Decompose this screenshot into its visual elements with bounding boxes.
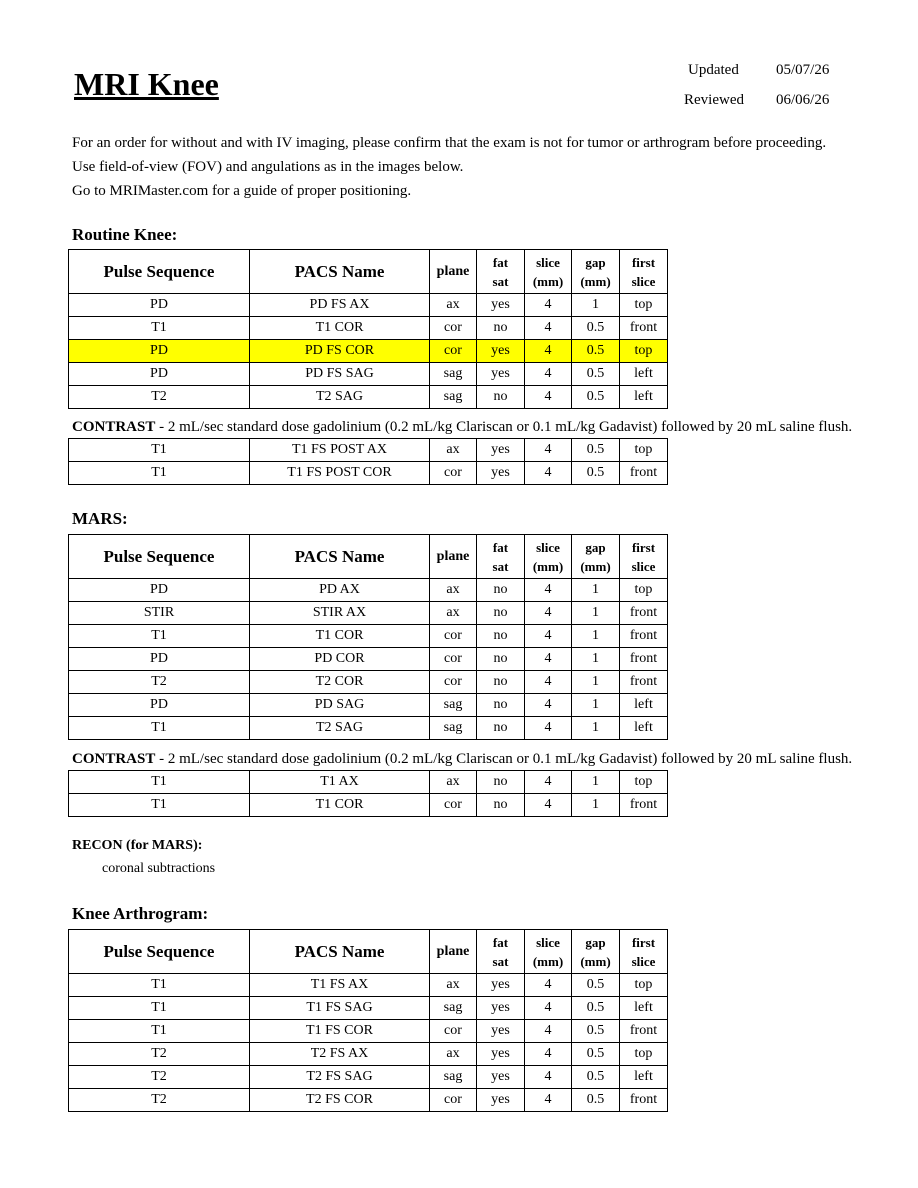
first-slice-cell: left bbox=[620, 1066, 668, 1089]
first-slice-cell: top bbox=[620, 974, 668, 997]
intro-line-1: For an order for without and with IV imaging, please confirm that the exam is not for tumor or arthrogram before proceeding. bbox=[72, 135, 827, 151]
first-slice-cell: top bbox=[620, 1043, 668, 1066]
mars-title: MARS: bbox=[72, 509, 128, 528]
plane-cell: ax bbox=[430, 1043, 477, 1066]
routine-post-contrast-table bbox=[68, 438, 668, 485]
gap-cell: 1 bbox=[572, 694, 620, 717]
table-row bbox=[69, 294, 668, 317]
first-slice-cell: left bbox=[620, 694, 668, 717]
pulse-sequence-cell: PD bbox=[69, 648, 250, 671]
reviewed-label: Reviewed bbox=[684, 92, 744, 108]
slice-cell: 4 bbox=[525, 439, 572, 462]
table-row bbox=[69, 717, 668, 740]
pulse-sequence-cell: T1 bbox=[69, 439, 250, 462]
pulse-sequence-cell: STIR bbox=[69, 602, 250, 625]
first-slice-cell: top bbox=[620, 340, 668, 363]
plane-cell: cor bbox=[430, 625, 477, 648]
header-fat-sat: fat sat bbox=[477, 930, 525, 974]
updated-date: 05/07/26 bbox=[776, 62, 830, 78]
pacs-name-cell: PD COR bbox=[250, 648, 430, 671]
first-slice-cell: front bbox=[620, 794, 668, 817]
fat-sat-cell: yes bbox=[477, 340, 525, 363]
pacs-name-cell: T2 FS SAG bbox=[250, 1066, 430, 1089]
pacs-name-cell: T2 SAG bbox=[250, 386, 430, 409]
plane-cell: sag bbox=[430, 386, 477, 409]
pacs-name-cell: T2 COR bbox=[250, 671, 430, 694]
pulse-sequence-cell: T2 bbox=[69, 386, 250, 409]
table-header-row bbox=[69, 930, 668, 974]
pulse-sequence-cell: T1 bbox=[69, 794, 250, 817]
pulse-sequence-cell: PD bbox=[69, 340, 250, 363]
pulse-sequence-cell: PD bbox=[69, 579, 250, 602]
pacs-name-cell: T2 SAG bbox=[250, 717, 430, 740]
recon-title: RECON (for MARS): bbox=[72, 838, 203, 853]
first-slice-cell: front bbox=[620, 625, 668, 648]
fat-sat-cell: no bbox=[477, 694, 525, 717]
gap-cell: 0.5 bbox=[572, 997, 620, 1020]
pacs-name-cell: T1 FS AX bbox=[250, 974, 430, 997]
first-slice-cell: top bbox=[620, 294, 668, 317]
table-row bbox=[69, 974, 668, 997]
pacs-name-cell: T1 FS COR bbox=[250, 1020, 430, 1043]
table-row bbox=[69, 462, 668, 485]
first-slice-cell: front bbox=[620, 462, 668, 485]
header-first-slice: first slice bbox=[620, 535, 668, 579]
pulse-sequence-cell: PD bbox=[69, 294, 250, 317]
routine-knee-table bbox=[68, 249, 668, 409]
header-gap: gap (mm) bbox=[572, 535, 620, 579]
table-row bbox=[69, 1020, 668, 1043]
slice-cell: 4 bbox=[525, 363, 572, 386]
first-slice-cell: top bbox=[620, 771, 668, 794]
pacs-name-cell: T1 AX bbox=[250, 771, 430, 794]
gap-cell: 1 bbox=[572, 579, 620, 602]
plane-cell: cor bbox=[430, 648, 477, 671]
gap-cell: 0.5 bbox=[572, 1020, 620, 1043]
gap-cell: 0.5 bbox=[572, 363, 620, 386]
slice-cell: 4 bbox=[525, 1066, 572, 1089]
intro-line-2: Use field-of-view (FOV) and angulations as in the images below. bbox=[72, 159, 464, 175]
plane-cell: sag bbox=[430, 717, 477, 740]
table-row bbox=[69, 625, 668, 648]
header-gap: gap (mm) bbox=[572, 930, 620, 974]
pacs-name-cell: PD FS SAG bbox=[250, 363, 430, 386]
gap-cell: 0.5 bbox=[572, 317, 620, 340]
table-row bbox=[69, 1043, 668, 1066]
pacs-name-cell: T1 FS POST COR bbox=[250, 462, 430, 485]
table-row bbox=[69, 1089, 668, 1112]
pulse-sequence-cell: T2 bbox=[69, 671, 250, 694]
pulse-sequence-cell: T1 bbox=[69, 317, 250, 340]
plane-cell: ax bbox=[430, 771, 477, 794]
pacs-name-cell: T2 FS COR bbox=[250, 1089, 430, 1112]
pacs-name-cell: STIR AX bbox=[250, 602, 430, 625]
table-row bbox=[69, 363, 668, 386]
gap-cell: 0.5 bbox=[572, 340, 620, 363]
slice-cell: 4 bbox=[525, 648, 572, 671]
plane-cell: sag bbox=[430, 1066, 477, 1089]
slice-cell: 4 bbox=[525, 1089, 572, 1112]
routine-contrast-note: CONTRAST - 2 mL/sec standard dose gadolinium (0.2 mL/kg Clariscan or 0.1 mL/kg Gadavist) followed by 20 mL saline flush. bbox=[72, 419, 853, 435]
header-plane: plane bbox=[430, 250, 477, 294]
first-slice-cell: left bbox=[620, 363, 668, 386]
first-slice-cell: front bbox=[620, 317, 668, 340]
first-slice-cell: left bbox=[620, 717, 668, 740]
header-pulse-sequence: Pulse Sequence bbox=[69, 930, 250, 974]
pulse-sequence-cell: T1 bbox=[69, 771, 250, 794]
fat-sat-cell: no bbox=[477, 671, 525, 694]
slice-cell: 4 bbox=[525, 462, 572, 485]
header-fat-sat: fat sat bbox=[477, 250, 525, 294]
gap-cell: 0.5 bbox=[572, 462, 620, 485]
plane-cell: ax bbox=[430, 602, 477, 625]
fat-sat-cell: yes bbox=[477, 439, 525, 462]
fat-sat-cell: no bbox=[477, 794, 525, 817]
first-slice-cell: front bbox=[620, 648, 668, 671]
pacs-name-cell: T1 FS SAG bbox=[250, 997, 430, 1020]
fat-sat-cell: yes bbox=[477, 1066, 525, 1089]
pulse-sequence-cell: PD bbox=[69, 363, 250, 386]
pacs-name-cell: T1 COR bbox=[250, 317, 430, 340]
gap-cell: 0.5 bbox=[572, 974, 620, 997]
mars-contrast-note: CONTRAST - 2 mL/sec standard dose gadolinium (0.2 mL/kg Clariscan or 0.1 mL/kg Gadavist) followed by 20 mL saline flush. bbox=[72, 751, 853, 767]
pulse-sequence-cell: T2 bbox=[69, 1043, 250, 1066]
pacs-name-cell: PD FS COR bbox=[250, 340, 430, 363]
header-pacs-name: PACS Name bbox=[250, 250, 430, 294]
pulse-sequence-cell: T2 bbox=[69, 1089, 250, 1112]
fat-sat-cell: yes bbox=[477, 363, 525, 386]
plane-cell: cor bbox=[430, 317, 477, 340]
gap-cell: 1 bbox=[572, 771, 620, 794]
pulse-sequence-cell: T1 bbox=[69, 717, 250, 740]
pulse-sequence-cell: T2 bbox=[69, 1066, 250, 1089]
arthrogram-table bbox=[68, 929, 668, 1112]
table-row bbox=[69, 602, 668, 625]
slice-cell: 4 bbox=[525, 671, 572, 694]
fat-sat-cell: no bbox=[477, 625, 525, 648]
pacs-name-cell: T2 FS AX bbox=[250, 1043, 430, 1066]
header-slice: slice (mm) bbox=[525, 535, 572, 579]
gap-cell: 1 bbox=[572, 294, 620, 317]
gap-cell: 0.5 bbox=[572, 439, 620, 462]
header-first-slice: first slice bbox=[620, 250, 668, 294]
table-header-row bbox=[69, 535, 668, 579]
first-slice-cell: front bbox=[620, 602, 668, 625]
gap-cell: 1 bbox=[572, 625, 620, 648]
pulse-sequence-cell: T1 bbox=[69, 997, 250, 1020]
header-pacs-name: PACS Name bbox=[250, 535, 430, 579]
pacs-name-cell: PD FS AX bbox=[250, 294, 430, 317]
first-slice-cell: front bbox=[620, 671, 668, 694]
fat-sat-cell: yes bbox=[477, 997, 525, 1020]
gap-cell: 1 bbox=[572, 648, 620, 671]
pulse-sequence-cell: T1 bbox=[69, 625, 250, 648]
plane-cell: sag bbox=[430, 694, 477, 717]
table-header-row bbox=[69, 250, 668, 294]
slice-cell: 4 bbox=[525, 340, 572, 363]
pulse-sequence-cell: T1 bbox=[69, 462, 250, 485]
plane-cell: cor bbox=[430, 794, 477, 817]
table-row bbox=[69, 997, 668, 1020]
plane-cell: cor bbox=[430, 462, 477, 485]
pulse-sequence-cell: T1 bbox=[69, 1020, 250, 1043]
table-row bbox=[69, 794, 668, 817]
intro-line-3: Go to MRIMaster.com for a guide of proper positioning. bbox=[72, 183, 412, 199]
fat-sat-cell: no bbox=[477, 771, 525, 794]
slice-cell: 4 bbox=[525, 579, 572, 602]
slice-cell: 4 bbox=[525, 1043, 572, 1066]
updated-label: Updated bbox=[688, 62, 739, 78]
plane-cell: ax bbox=[430, 974, 477, 997]
first-slice-cell: left bbox=[620, 386, 668, 409]
table-row bbox=[69, 579, 668, 602]
plane-cell: cor bbox=[430, 1089, 477, 1112]
fat-sat-cell: no bbox=[477, 602, 525, 625]
slice-cell: 4 bbox=[525, 771, 572, 794]
header-slice: slice (mm) bbox=[525, 930, 572, 974]
pulse-sequence-cell: PD bbox=[69, 694, 250, 717]
header-plane: plane bbox=[430, 535, 477, 579]
header-slice: slice (mm) bbox=[525, 250, 572, 294]
slice-cell: 4 bbox=[525, 317, 572, 340]
fat-sat-cell: yes bbox=[477, 974, 525, 997]
slice-cell: 4 bbox=[525, 794, 572, 817]
pacs-name-cell: T1 COR bbox=[250, 625, 430, 648]
reviewed-date: 06/06/26 bbox=[776, 92, 830, 108]
first-slice-cell: front bbox=[620, 1020, 668, 1043]
plane-cell: cor bbox=[430, 671, 477, 694]
header-gap: gap (mm) bbox=[572, 250, 620, 294]
fat-sat-cell: yes bbox=[477, 1089, 525, 1112]
plane-cell: cor bbox=[430, 1020, 477, 1043]
table-row bbox=[69, 771, 668, 794]
first-slice-cell: top bbox=[620, 579, 668, 602]
fat-sat-cell: no bbox=[477, 717, 525, 740]
gap-cell: 1 bbox=[572, 602, 620, 625]
table-row bbox=[69, 386, 668, 409]
gap-cell: 0.5 bbox=[572, 1089, 620, 1112]
table-row bbox=[69, 1066, 668, 1089]
slice-cell: 4 bbox=[525, 997, 572, 1020]
fat-sat-cell: yes bbox=[477, 462, 525, 485]
table-row bbox=[69, 439, 668, 462]
pulse-sequence-cell: T1 bbox=[69, 974, 250, 997]
gap-cell: 1 bbox=[572, 717, 620, 740]
slice-cell: 4 bbox=[525, 386, 572, 409]
header-plane: plane bbox=[430, 930, 477, 974]
header-pulse-sequence: Pulse Sequence bbox=[69, 535, 250, 579]
gap-cell: 1 bbox=[572, 794, 620, 817]
gap-cell: 1 bbox=[572, 671, 620, 694]
gap-cell: 0.5 bbox=[572, 1043, 620, 1066]
header-first-slice: first slice bbox=[620, 930, 668, 974]
gap-cell: 0.5 bbox=[572, 386, 620, 409]
first-slice-cell: left bbox=[620, 997, 668, 1020]
table-row bbox=[69, 317, 668, 340]
fat-sat-cell: no bbox=[477, 317, 525, 340]
header-fat-sat: fat sat bbox=[477, 535, 525, 579]
first-slice-cell: front bbox=[620, 1089, 668, 1112]
fat-sat-cell: no bbox=[477, 648, 525, 671]
table-row-highlighted bbox=[69, 340, 668, 363]
plane-cell: sag bbox=[430, 363, 477, 386]
table-row bbox=[69, 648, 668, 671]
fat-sat-cell: yes bbox=[477, 294, 525, 317]
plane-cell: cor bbox=[430, 340, 477, 363]
fat-sat-cell: no bbox=[477, 579, 525, 602]
plane-cell: ax bbox=[430, 439, 477, 462]
pacs-name-cell: T1 COR bbox=[250, 794, 430, 817]
slice-cell: 4 bbox=[525, 974, 572, 997]
fat-sat-cell: no bbox=[477, 386, 525, 409]
plane-cell: ax bbox=[430, 579, 477, 602]
slice-cell: 4 bbox=[525, 1020, 572, 1043]
gap-cell: 0.5 bbox=[572, 1066, 620, 1089]
mars-post-contrast-table bbox=[68, 770, 668, 817]
slice-cell: 4 bbox=[525, 294, 572, 317]
pacs-name-cell: PD SAG bbox=[250, 694, 430, 717]
fat-sat-cell: yes bbox=[477, 1043, 525, 1066]
plane-cell: sag bbox=[430, 997, 477, 1020]
table-row bbox=[69, 694, 668, 717]
arthrogram-title: Knee Arthrogram: bbox=[72, 904, 209, 923]
plane-cell: ax bbox=[430, 294, 477, 317]
header-pacs-name: PACS Name bbox=[250, 930, 430, 974]
slice-cell: 4 bbox=[525, 602, 572, 625]
slice-cell: 4 bbox=[525, 717, 572, 740]
page-title: MRI Knee bbox=[74, 66, 219, 102]
recon-text: coronal subtractions bbox=[102, 861, 216, 876]
table-row bbox=[69, 671, 668, 694]
header-pulse-sequence: Pulse Sequence bbox=[69, 250, 250, 294]
first-slice-cell: top bbox=[620, 439, 668, 462]
mars-table bbox=[68, 534, 668, 740]
routine-knee-title: Routine Knee: bbox=[72, 225, 178, 244]
pacs-name-cell: T1 FS POST AX bbox=[250, 439, 430, 462]
fat-sat-cell: yes bbox=[477, 1020, 525, 1043]
pacs-name-cell: PD AX bbox=[250, 579, 430, 602]
slice-cell: 4 bbox=[525, 625, 572, 648]
slice-cell: 4 bbox=[525, 694, 572, 717]
